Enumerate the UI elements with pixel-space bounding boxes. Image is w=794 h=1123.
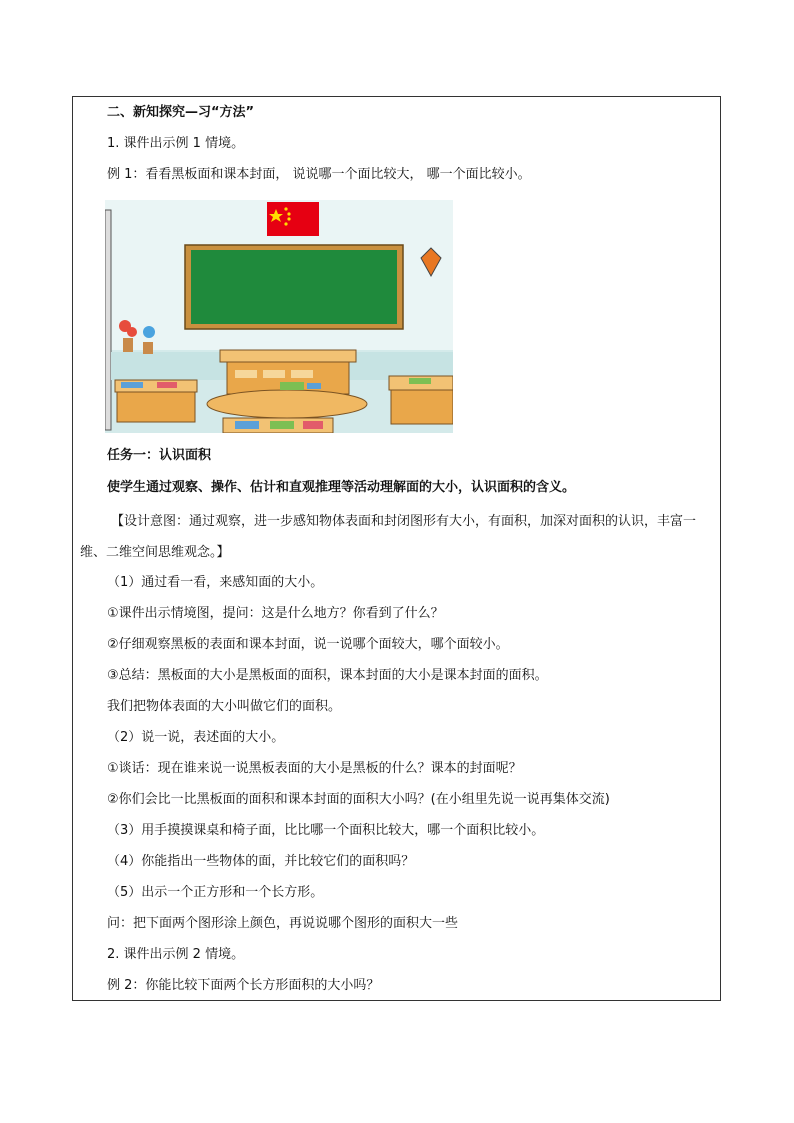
door-frame (105, 210, 111, 430)
example-1: 例 1：看看黑板面和课本封面， 说说哪一个面比较大， 哪一个面比较小。 (107, 167, 531, 182)
section-title: 二、新知探究—习“方法” (107, 105, 255, 120)
list-item: ②你们会比一比黑板面的面积和课本封面的面积大小吗？(在小组里先说一说再集体交流) (107, 792, 610, 807)
list-item: 我们把物体表面的大小叫做它们的面积。 (107, 699, 342, 714)
task-1-goal: 使学生通过观察、操作、估计和直观推理等活动理解面的大小，认识面积的含义。 (107, 480, 576, 495)
task-1-title: 任务一：认识面积 (107, 448, 212, 463)
podium-top (220, 350, 356, 362)
list-item: ①课件出示情境图，提问：这是什么地方？你看到了什么？ (107, 606, 444, 621)
list-item: （2）说一说，表述面的大小。 (107, 730, 285, 745)
teacher-desk-platform (207, 390, 367, 418)
blackboard (191, 250, 397, 324)
list-item: ③总结：黑板面的大小是黑板面的面积，课本封面的大小是课本封面的面积。 (107, 668, 548, 683)
list-item: 2. 课件出示例 2 情境。 (107, 947, 245, 962)
step-1: 1. 课件出示例 1 情境。 (107, 136, 245, 151)
list-item: 问：把下面两个图形涂上颜色，再说说哪个图形的面积大一些 (107, 916, 459, 931)
classroom-illustration (105, 200, 453, 433)
design-intent: 【设计意图：通过观察，进一步感知物体表面和封闭图形有大小，有面积，加深对面积的认识，丰富一维、二维空间思维观念。】 (80, 514, 697, 560)
list-item: 例 2：你能比较下面两个长方形面积的大小吗？ (107, 978, 380, 993)
list-item: （4）你能指出一些物体的面，并比较它们的面积吗？ (107, 854, 415, 869)
list-item: （5）出示一个正方形和一个长方形。 (107, 885, 324, 900)
list-item: ②仔细观察黑板的表面和课本封面，说一说哪个面较大，哪个面较小。 (107, 637, 509, 652)
list-item: （1）通过看一看，来感知面的大小。 (107, 575, 324, 590)
list-item: ①谈话：现在谁来说一说黑板表面的大小是黑板的什么？课本的封面呢？ (107, 761, 522, 776)
list-item: （3）用手摸摸课桌和椅子面，比比哪一个面积比较大，哪一个面积比较小。 (107, 823, 545, 838)
flower-pot (123, 338, 133, 352)
